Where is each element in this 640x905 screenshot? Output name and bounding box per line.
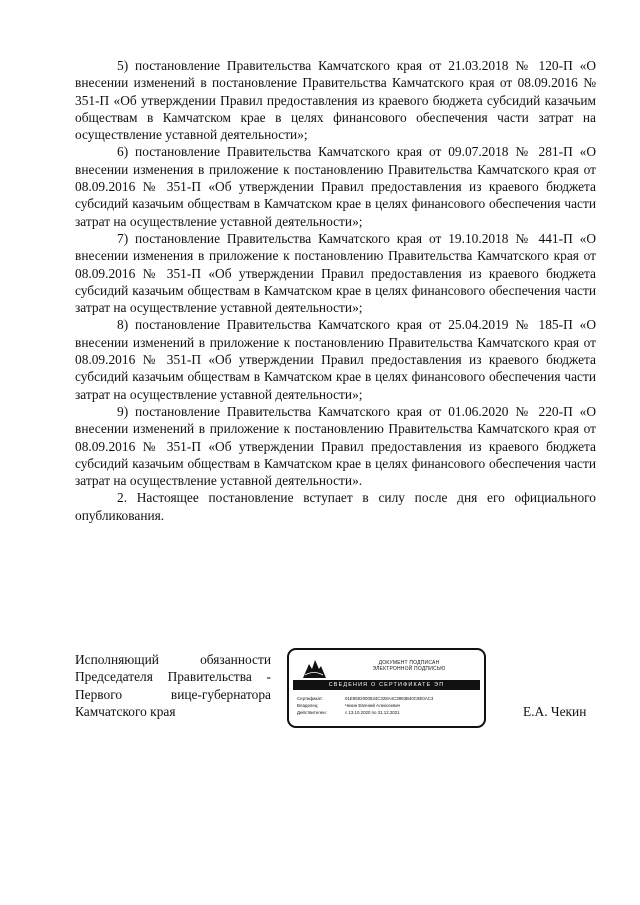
stamp-title — [339, 660, 479, 672]
paragraph-item-9: 9) постановление Правительства Камчатского края от 01.06.2020 № 220-П «О внесении изменений в приложение к постановлению Правительства Камчатского края от 08.09.2016 № 351-П «Об утверждении Правил предоставления из краевого бюджета субсидий казачьим обществам в Камчатском крае в целях финансового обеспечения части затрат на осуществление уставной деятельности». — [75, 403, 596, 489]
signatory-name: Е.А. Чекин — [523, 704, 587, 719]
validity-label: Действителен: — [297, 710, 327, 715]
owner-value: Чекин Евгений Алексеевич — [345, 703, 401, 708]
validity-value: с 13.10.2020 по 31.12.2021 — [345, 710, 400, 715]
certificate-label: Сертификат: — [297, 696, 324, 701]
paragraph-effective-date: 2. Настоящее постановление вступает в силу после дня его официального опубликования. — [75, 490, 596, 523]
paragraph-item-7: 7) постановление Правительства Камчатского края от 19.10.2018 № 441-П «О внесении изменения в приложение к постановлению Правительства Камчатского края от 08.09.2016 № 351-П «Об утверждении Правил предоставления из краевого бюджета субсидий казачьим обществам в Камчатском крае в целях финансового обеспечения части затрат на осуществление уставной деятельности»; — [75, 230, 596, 316]
certificate-header: СВЕДЕНИЯ О СЕРТИФИКАТЕ ЭП — [293, 680, 480, 690]
certificate-row — [297, 696, 433, 702]
position-line: Первого вице-губернатора — [75, 686, 271, 702]
owner-label: Владелец: — [297, 703, 319, 708]
paragraph-item-5: 5) постановление Правительства Камчатского края от 21.03.2018 № 120-П «О внесении изменений в постановление Правительства Камчатского края от 08.09.2016 № 351-П «Об утверждении Правил предоставления из краевого бюджета субсидий казачьим обществам в Камчатском крае в целях финансового обеспечения части затрат на осуществление уставной деятельности»; — [75, 58, 596, 143]
signatory-position — [75, 651, 271, 720]
position-line: Исполняющий обязанности — [75, 652, 271, 667]
paragraph-item-8: 8) постановление Правительства Камчатского края от 25.04.2019 № 185-П «О внесении изменений в приложение к постановлению Правительства Камчатского края от 08.09.2016 № 351-П «Об утверждении Правил предоставления из краевого бюджета субсидий казачьим обществам в Камчатском крае в целях финансового обеспечения части затрат на осуществление уставной деятельности»; — [75, 317, 596, 402]
stamp-title-line: ДОКУМЕНТ ПОДПИСАН — [378, 660, 440, 666]
certificate-value: 01E9502000534C328A4C3993B40C8E0AC3 — [345, 696, 434, 701]
paragraph-item-6: 6) постановление Правительства Камчатского края от 09.07.2018 № 281-П «О внесении изменения в приложение к постановлению Правительства Камчатского края от 08.09.2016 № 351-П «Об утверждении Правил предоставления из краевого бюджета субсидий казачьим обществам в Камчатском крае в целях финансового обеспечения части затрат на осуществление уставной деятельности»; — [75, 144, 596, 229]
position-line: Камчатского края — [75, 703, 176, 719]
electronic-signature-stamp — [287, 648, 486, 728]
position-line: Председателя Правительства - — [75, 669, 271, 685]
stamp-title-line: ЭЛЕКТРОННОЙ ПОДПИСЬЮ — [372, 666, 446, 672]
document-body — [75, 57, 596, 524]
certificate-row — [297, 703, 400, 709]
certificate-row — [297, 710, 400, 716]
